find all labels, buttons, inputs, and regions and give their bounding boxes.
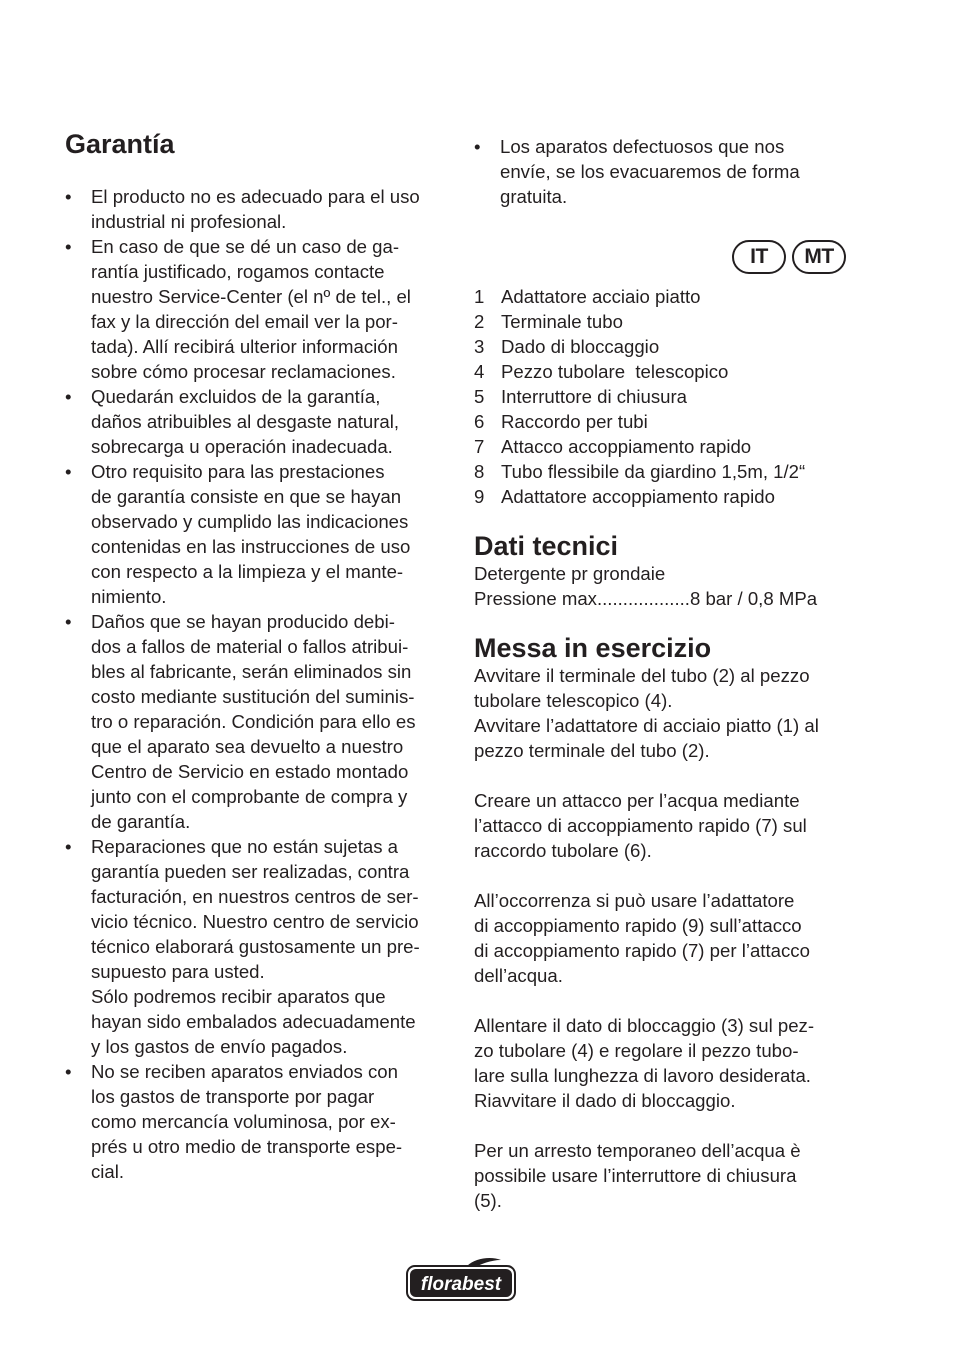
list-item: 7 Attacco accoppiamento rapido (474, 436, 752, 457)
garantia-list-continued (474, 134, 874, 209)
setup-paragraph: Avvitare il terminale del tubo (2) al pezzo tubolare telescopico (4). Avvitare l’adattatore di acciaio piatto (1) al pezzo terminale del tubo (2). (474, 665, 819, 761)
list-item: 1 Adattatore acciaio piatto (474, 286, 701, 307)
logo-text: florabest (420, 1274, 502, 1295)
left-column (65, 126, 455, 1184)
lang-badge-it: IT (732, 240, 786, 274)
messa-in-esercizio-heading: Messa in esercizio (474, 633, 712, 663)
list-item: 6 Raccordo per tubi (474, 411, 648, 432)
bullet-icon: • (65, 461, 72, 482)
list-item: • Los aparatos defectuosos que nos envíe, se los evacuaremos de forma gratuita. (474, 136, 800, 207)
right-column (474, 134, 874, 209)
list-item: 3 Dado di bloccaggio (474, 336, 660, 357)
bullet-icon: • (65, 836, 72, 857)
tech-line: Pressione max..................8 bar / 0,8 MPa (474, 588, 818, 609)
garantia-list (65, 184, 455, 1184)
setup-paragraph: Allentare il dato di bloccaggio (3) sul pez- zo tubolare (4) e regolare il pezzo tubo- lare sulla lunghezza di lavoro desiderata. Riavvitare il dado di bloccaggio. (474, 1015, 815, 1111)
list-item: 4 Pezzo tubolare telescopico (474, 361, 729, 382)
right-column-main (474, 284, 874, 1213)
tech-line: Detergente pr grondaie (474, 563, 666, 584)
list-item: • Quedarán excluidos de la garantía, daños atribuibles al desgaste natural, sobrecarga u operación inadecuada. (65, 386, 400, 457)
setup-paragraph: Per un arresto temporaneo dell’acqua è possibile usare l’interruttore di chiusura (5). (474, 1140, 801, 1211)
garantia-heading: Garantía (65, 129, 175, 159)
list-item: • Reparaciones que no están sujetas a garantía pueden ser realizadas, contra facturación, en nuestros centros de ser- vicio técnico. Nuestro centro de servicio técnico elaborará gustosamente un pre- supuesto para usted. Sólo podremos recibir aparatos que hayan sido embalados adecuadamente y los gastos de envío pagados. (65, 836, 420, 1057)
setup-paragraph: All’occorrenza si può usare l’adattatore di accoppiamento rapido (9) sull’attacco di accoppiamento rapido (7) per l’attacco dell’acqua. (474, 890, 810, 986)
parts-list (474, 284, 874, 509)
bullet-icon: • (65, 386, 72, 407)
bullet-icon: • (474, 136, 481, 157)
bullet-icon: • (65, 236, 72, 257)
list-item: • Daños que se hayan producido debi- dos a fallos de material o fallos atribui- bles al fabricante, serán eliminados sin costo mediante sustitución del suminis- tro o reparación. Condición para ello es que el aparato sea devuelto a nuestro Centro de Servicio en estado montado junto con el comprobante de compra y de garantía. (65, 611, 416, 832)
list-item: • No se reciben aparatos enviados con los gastos de transporte por pagar como mercancía voluminosa, por ex- prés u otro medio de transporte espe- cial. (65, 1061, 403, 1182)
dati-tecnici-heading: Dati tecnici (474, 531, 619, 561)
list-item: • Otro requisito para las prestaciones de garantía consiste en que se hayan observado y cumplido las indicaciones contenidas en las instrucciones de uso con respecto a la limpieza y el mante- nimiento. (65, 461, 411, 607)
language-badges (732, 240, 846, 274)
bullet-icon: • (65, 186, 72, 207)
setup-paragraph: Creare un attacco per l’acqua mediante l’attacco di accoppiamento rapido (7) sul raccordo tubolare (6). (474, 790, 807, 861)
bullet-icon: • (65, 611, 72, 632)
florabest-logo (405, 1256, 517, 1302)
list-item: • El producto no es adecuado para el uso industrial ni profesional. (65, 186, 420, 232)
list-item: 2 Terminale tubo (474, 311, 623, 332)
lang-badge-mt: MT (792, 240, 846, 274)
list-item: 9 Adattatore accoppiamento rapido (474, 486, 775, 507)
list-item: 5 Interruttore di chiusura (474, 386, 688, 407)
list-item: • En caso de que se dé un caso de ga- rantía justificado, rogamos contacte nuestro Service-Center (el nº de tel., el fax y la dirección del email ver la por- tada). Allí recibirá ulterior información sobre cómo procesar reclamaciones. (65, 236, 411, 382)
list-item: 8 Tubo flessibile da giardino 1,5m, 1/2“ (474, 461, 806, 482)
bullet-icon: • (65, 1061, 72, 1082)
